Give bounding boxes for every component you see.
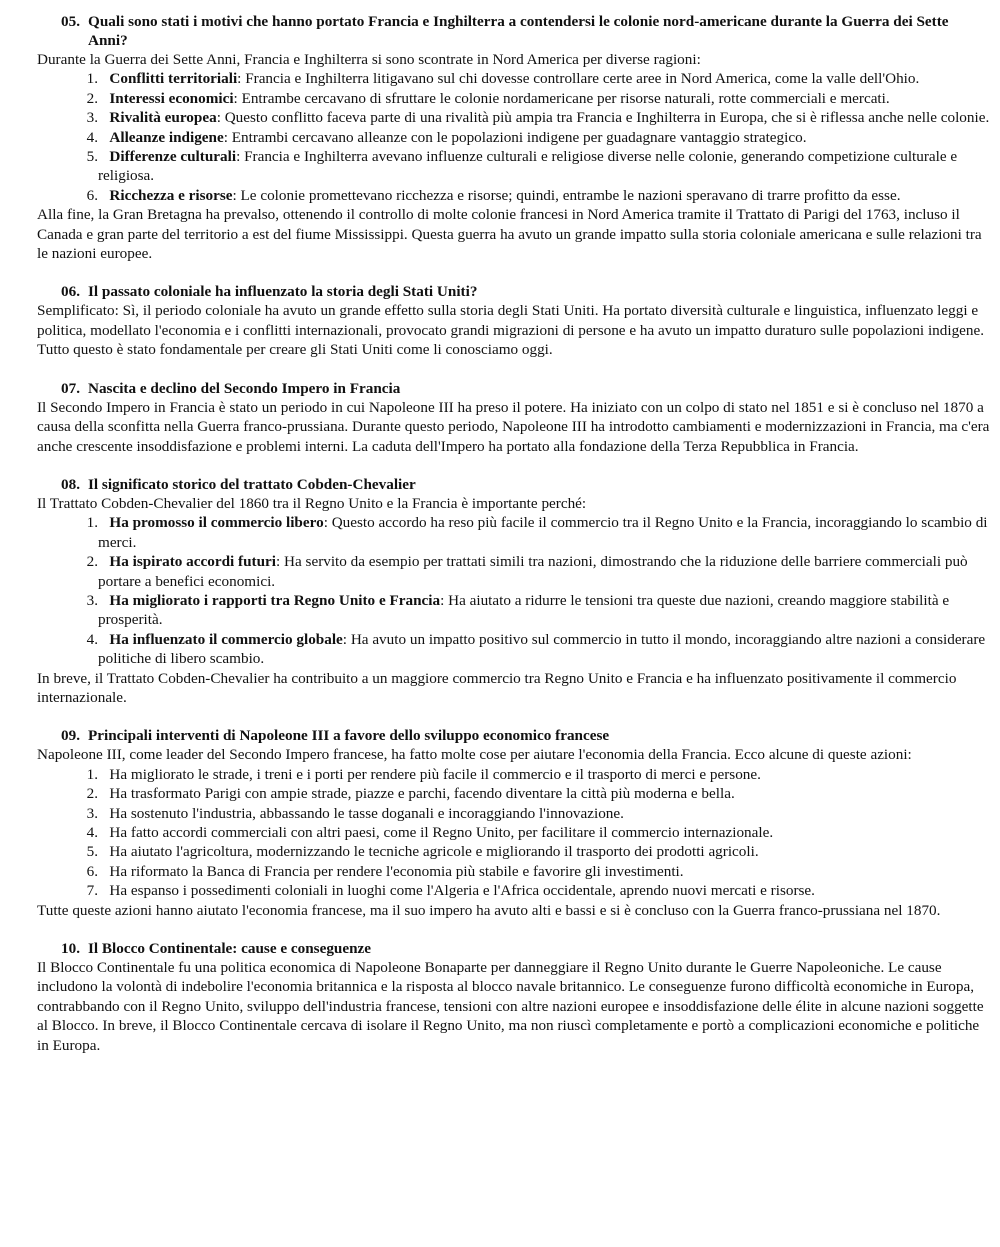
- section-heading: [37, 282, 992, 301]
- list-item: [37, 823, 992, 842]
- item-text: Ha espanso i possedimenti coloniali in luoghi come l'Algeria e l'Africa occidentale, aprendo nuovi mercati e risorse.: [109, 882, 815, 900]
- item-text: : Questo accordo ha reso più facile il commercio tra il Regno Unito e la Francia, incoraggiando lo scambio di merci.: [98, 514, 988, 551]
- item-text: : Ha avuto un impatto positivo sul commercio in tutto il mondo, incoraggiando altre nazioni a considerare politiche di libero scambio.: [98, 630, 986, 668]
- item-number: 4.: [86, 128, 98, 146]
- item-text: : Francia e Inghilterra litigavano sul chi dovesse controllare certe aree in Nord America, come la valle dell'Ohio.: [237, 70, 920, 88]
- item-bold-term: Ha ispirato accordi futuri: [109, 553, 277, 571]
- section-title: Il significato storico del trattato Cobden-Chevalier: [88, 475, 416, 493]
- item-bold-term: Rivalità europea: [109, 109, 217, 127]
- section-outro: In breve, il Trattato Cobden-Chevalier ha contribuito a un maggiore commercio tra Regno Unito e Francia e ha influenzato positivamente il commercio internazionale.: [37, 669, 957, 706]
- item-text: : Ha servito da esempio per trattati simili tra nazioni, dimostrando che la riduzione delle barriere commerciali può portare a benefici economici.: [98, 553, 968, 590]
- item-number: 4.: [86, 824, 98, 841]
- list-item: [37, 513, 992, 552]
- item-bold-term: Conflitti territoriali: [109, 70, 238, 88]
- item-number: 6.: [86, 186, 98, 204]
- list-item: [37, 862, 992, 881]
- item-number: 4.: [86, 630, 98, 648]
- item-number: 1.: [86, 514, 98, 532]
- numbered-list: [37, 765, 992, 901]
- item-number: 1.: [86, 70, 98, 88]
- item-text: : Ha aiutato a ridurre le tensioni tra queste due nazioni, creando maggiore stabilità e prosperità.: [98, 591, 950, 629]
- section-number: 06.: [61, 283, 80, 301]
- section-number: 10.: [61, 940, 80, 958]
- item-number: 2.: [86, 553, 98, 571]
- section-title: Il passato coloniale ha influenzato la storia degli Stati Uniti?: [88, 283, 478, 301]
- item-number: 3.: [86, 591, 98, 609]
- section-intro: Semplificato: Sì, il periodo coloniale ha avuto un grande effetto sulla storia degli Stati Uniti. Ha portato diversità culturale e linguistica, influenzato leggi e politica, modellato l'economia e i conflitti internazionali, provocato grandi migrazioni di persone e ha avuto un impatto duraturo sulle popolazioni indigene. Tutto questo è stato fondamentale per creare gli Stati Uniti come li conosciamo oggi.: [37, 302, 985, 359]
- list-item: [37, 147, 992, 186]
- section-title: Quali sono stati i motivi che hanno portato Francia e Inghilterra a contendersi le colonie nord-americane durante la Guerra dei Sette Anni?: [88, 13, 949, 49]
- item-text: : Le colonie promettevano ricchezza e risorse; quindi, entrambe le nazioni speravano di trarre profitto da esse.: [232, 186, 901, 204]
- item-text: Ha sostenuto l'industria, abbassando le tasse doganali e incoraggiando l'innovazione.: [109, 804, 624, 822]
- item-text: Ha riformato la Banca di Francia per rendere l'economia più stabile e favorire gli investimenti.: [109, 862, 684, 880]
- item-text: Ha fatto accordi commerciali con altri paesi, come il Regno Unito, per facilitare il commercio internazionale.: [109, 824, 774, 841]
- section-09: [37, 726, 992, 920]
- item-text: : Entrambi cercavano alleanze con le popolazioni indigene per guadagnare vantaggio strategico.: [223, 128, 807, 146]
- section-title: Il Blocco Continentale: cause e conseguenze: [88, 940, 372, 958]
- section-10: [37, 939, 992, 1055]
- list-item: [37, 128, 992, 147]
- section-heading: [37, 939, 992, 958]
- item-text: : Francia e Inghilterra avevano influenze culturali e religiose diverse nelle colonie, generando competizione culturale e religiosa.: [98, 148, 958, 185]
- list-item: [37, 108, 992, 127]
- item-number: 3.: [86, 804, 98, 822]
- section-title: Nascita e declino del Secondo Impero in Francia: [88, 379, 401, 397]
- section-intro: Il Secondo Impero in Francia è stato un periodo in cui Napoleone III ha preso il potere. Ha iniziato con un colpo di stato nel 1851 e si è concluso nel 1870 a causa della sconfitta nella Guerra franco-prussiana. Durante questo periodo, Napoleone III ha introdotto cambiamenti e modernizzazioni in Francia, ma c'era anche crescente insoddisfazione e problemi interni. La caduta dell'Impero ha portato alla fondazione della Terza Repubblica in Francia.: [37, 398, 990, 455]
- section-heading: [37, 379, 992, 398]
- item-text: Ha aiutato l'agricoltura, modernizzando le tecniche agricole e migliorando il trasporto dei prodotti agricoli.: [109, 843, 759, 861]
- item-bold-term: Ha migliorato i rapporti tra Regno Unito e Francia: [109, 591, 441, 609]
- numbered-list: [37, 69, 992, 205]
- list-item: [37, 69, 992, 88]
- list-item: [37, 784, 992, 803]
- item-number: 3.: [86, 109, 98, 127]
- list-item: [37, 552, 992, 591]
- section-number: 08.: [61, 475, 80, 493]
- list-item: [37, 881, 992, 900]
- list-item: [37, 842, 992, 861]
- item-bold-term: Ha influenzato il commercio globale: [109, 630, 343, 648]
- item-bold-term: Interessi economici: [109, 89, 234, 107]
- section-intro: Il Blocco Continentale fu una politica economica di Napoleone Bonaparte per danneggiare il Regno Unito durante le Guerre Napoleoniche. Le cause includono la volontà di indebolire l'economia britannica e la risposta al blocco navale britannico. Le conseguenze furono difficoltà economiche in Europa, contrabbando con il Regno Unito, sviluppo dell'industria francese, tensioni con altre nazioni europee e insoddisfazione delle élite in alcune nazioni soggette al Blocco. In breve, il Blocco Continentale cercava di isolare il Regno Unito, ma non riuscì completamente e portò a complicazioni economiche e politiche in Europa.: [37, 959, 984, 1054]
- item-number: 2.: [86, 785, 98, 803]
- item-number: 7.: [86, 882, 98, 900]
- section-07: [37, 379, 992, 456]
- section-08: [37, 475, 992, 707]
- item-number: 5.: [86, 148, 98, 166]
- section-heading: [37, 726, 992, 745]
- item-text: : Questo conflitto faceva parte di una rivalità più ampia tra Francia e Inghilterra in Europa, che si è riflessa anche nelle colonie.: [216, 109, 990, 127]
- item-number: 1.: [86, 765, 98, 783]
- section-outro: Alla fine, la Gran Bretagna ha prevalso, ottenendo il controllo di molte colonie francesi in Nord America tramite il Trattato di Parigi del 1763, incluso il Canada e gran parte del territorio a est del fiume Mississippi. Questa guerra ha avuto un grande impatto sulla storia coloniale americana e sulle relazioni tra le nazioni europee.: [37, 206, 982, 263]
- item-number: 2.: [86, 89, 98, 107]
- section-number: 07.: [61, 379, 80, 397]
- numbered-list: [37, 513, 992, 668]
- section-outro: Tutte queste azioni hanno aiutato l'economia francese, ma il suo impero ha avuto alti e bassi e si è concluso con la Guerra franco-prussiana nel 1870.: [37, 901, 941, 919]
- section-06: [37, 282, 992, 359]
- list-item: [37, 186, 992, 205]
- list-item: [37, 630, 992, 669]
- list-item: [37, 591, 992, 630]
- item-number: 6.: [86, 862, 98, 880]
- section-number: 05.: [61, 13, 80, 30]
- item-number: 5.: [86, 843, 98, 861]
- section-heading: [37, 12, 992, 50]
- item-text: : Entrambe cercavano di sfruttare le colonie nordamericane per risorse naturali, rotte commerciali e mercati.: [233, 89, 890, 107]
- item-bold-term: Ha promosso il commercio libero: [109, 514, 324, 532]
- section-title: Principali interventi di Napoleone III a favore dello sviluppo economico francese: [88, 727, 610, 745]
- item-bold-term: Ricchezza e risorse: [109, 186, 233, 204]
- section-05: [37, 12, 992, 263]
- item-bold-term: Alleanze indigene: [109, 128, 224, 146]
- item-text: Ha trasformato Parigi con ampie strade, piazze e parchi, facendo diventare la città più moderna e bella.: [109, 785, 735, 803]
- section-intro: Durante la Guerra dei Sette Anni, Francia e Inghilterra si sono scontrate in Nord America per diverse ragioni:: [37, 51, 701, 68]
- section-intro: Napoleone III, come leader del Secondo Impero francese, ha fatto molte cose per aiutare l'economia della Francia. Ecco alcune di queste azioni:: [37, 746, 912, 764]
- list-item: [37, 89, 992, 108]
- list-item: [37, 804, 992, 823]
- section-intro: Il Trattato Cobden-Chevalier del 1860 tra il Regno Unito e la Francia è importante perché:: [37, 494, 587, 512]
- section-heading: [37, 475, 992, 494]
- item-bold-term: Differenze culturali: [109, 148, 237, 166]
- section-number: 09.: [61, 727, 80, 745]
- list-item: [37, 765, 992, 784]
- item-text: Ha migliorato le strade, i treni e i porti per rendere più facile il commercio e il trasporto di merci e persone.: [109, 765, 761, 783]
